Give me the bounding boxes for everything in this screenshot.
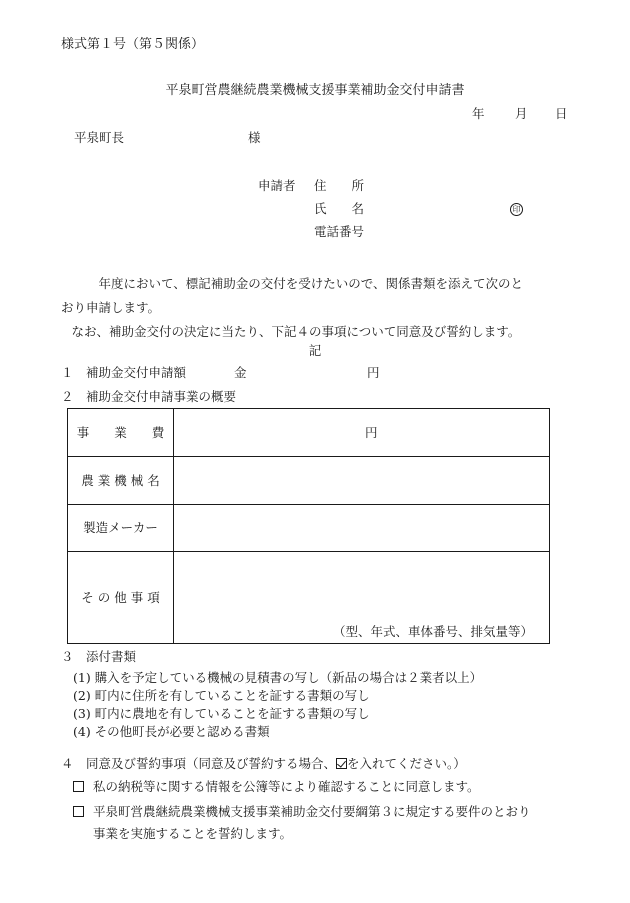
table-row-line [68, 456, 549, 457]
name-label: 氏 名 [314, 201, 365, 216]
consent-row-1 [73, 781, 480, 794]
item3-label: ３ 添付書類 [61, 649, 137, 664]
checkmark-example-icon [336, 758, 347, 769]
addressee-name: 平泉町長 [74, 130, 125, 145]
item1-kin: 金 [234, 365, 247, 380]
attachment-item: (4) その他町長が必要と認める書類 [73, 724, 270, 739]
phone-label: 電話番号 [314, 224, 365, 239]
row-label-machine-name: 農 業 機 械 名 [81, 473, 160, 488]
table-row-line [68, 504, 549, 505]
application-statement [61, 272, 561, 344]
row-label-manufacturer: 製造メーカー [83, 520, 158, 535]
item4-label-after: を入れてください。） [347, 756, 466, 771]
ki-heading: 記 [308, 343, 322, 358]
item1-amount [61, 367, 391, 381]
date-year: 年 [472, 106, 485, 121]
attachment-item: (1) 購入を予定している機械の見積書の写し（新品の場合は２業者以上） [73, 670, 483, 685]
statement-line-3: なお、補助金交付の決定に当たり、下記４の事項について同意及び誓約します。 [59, 324, 521, 339]
addressee [74, 130, 261, 145]
date-day: 日 [555, 106, 568, 121]
applicant-label: 申請者 [258, 178, 296, 193]
other-items-note: （型、年式、車体番号、排気量等） [333, 624, 534, 639]
consent-checkbox-1[interactable] [73, 781, 84, 792]
consent-text-2b: 事業を実施することを誓約します。 [93, 826, 293, 841]
attachment-item: (3) 町内に農地を有していることを証する書類の写し [73, 706, 370, 721]
document-title: 平泉町営農継続農業機械支援事業補助金交付申請書 [165, 83, 465, 98]
addressee-honorific: 様 [248, 130, 261, 145]
consent-text-2a: 平泉町営農継続農業機械支援事業補助金交付要綱第３に規定する要件のとおり [93, 804, 531, 819]
consent-checkbox-2[interactable] [73, 806, 84, 817]
item4-label-before: ４ 同意及び誓約事項（同意及び誓約する場合、 [61, 756, 337, 771]
table-divider [173, 409, 174, 643]
item1-yen: 円 [367, 365, 380, 380]
address-label: 住 所 [314, 178, 365, 193]
project-cost-unit: 円 [365, 425, 378, 440]
item4-heading [61, 758, 466, 771]
project-summary-table [67, 408, 550, 644]
statement-line-1: 年度において、標記補助金の交付を受けたいので、関係書類を添えて次のと [61, 276, 524, 291]
consent-row-2 [73, 806, 531, 819]
seal-mark: 印 [510, 203, 523, 216]
row-label-other-items: そ の 他 事 項 [81, 590, 160, 605]
table-row-line [68, 551, 549, 552]
consent-text-1: 私の納税等に関する情報を公簿等により確認することに同意します。 [93, 779, 480, 794]
item1-label: １ 補助金交付申請額 [61, 365, 187, 380]
form-number: 様式第１号（第５関係） [61, 37, 205, 52]
attachment-item: (2) 町内に住所を有していることを証する書類の写し [73, 688, 370, 703]
row-label-project-cost: 事 業 費 [76, 425, 165, 440]
date-month: 月 [515, 106, 528, 121]
statement-line-2: おり申請します。 [61, 300, 161, 315]
item2-label: ２ 補助金交付申請事業の概要 [61, 389, 237, 404]
